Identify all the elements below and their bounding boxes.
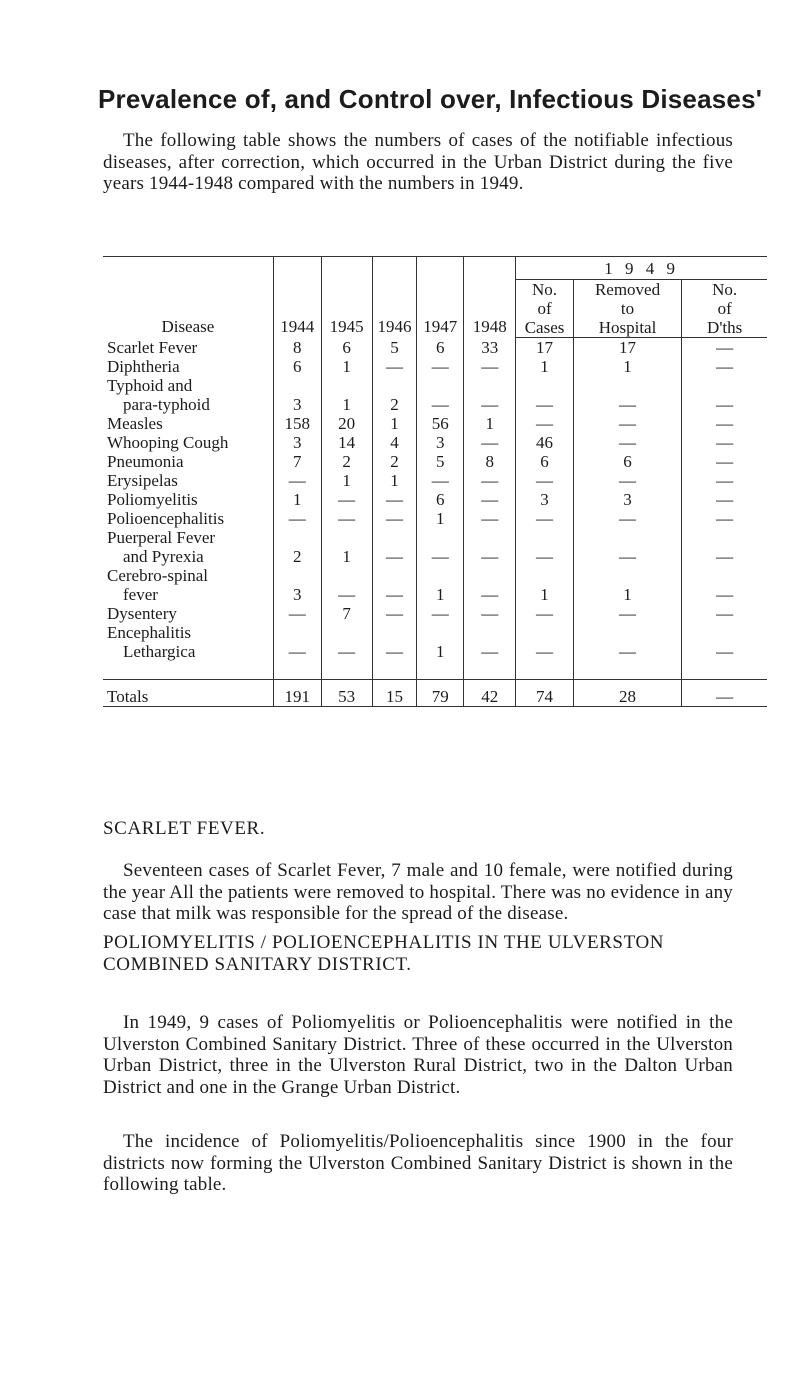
table-cell: — — [573, 509, 682, 528]
table-cell: 6 — [273, 357, 321, 376]
table-cell: 1 — [273, 490, 321, 509]
header-1946: 1946 — [372, 257, 417, 338]
table-cell: — — [682, 566, 767, 604]
table-cell: — — [516, 376, 573, 414]
table-cell: 33 — [464, 338, 516, 358]
disease-name: Puerperal Fever and Pyrexia — [107, 528, 216, 566]
table-cell: — — [464, 528, 516, 566]
table-cell: — — [464, 509, 516, 528]
table-cell: — — [464, 566, 516, 604]
table-cell: — — [273, 509, 321, 528]
totals-cell: 79 — [417, 680, 464, 707]
table-cell: — — [372, 528, 417, 566]
header-1948: 1948 — [464, 257, 516, 338]
table-cell: 158 — [273, 414, 321, 433]
table-cell: 1 — [464, 414, 516, 433]
table-cell: — — [573, 528, 682, 566]
table-cell: — — [573, 376, 682, 414]
table-cell: 6 — [573, 452, 682, 471]
table-cell: — — [372, 509, 417, 528]
table-cell: 6 — [417, 490, 464, 509]
table-cell: — — [682, 433, 767, 452]
table-cell: 3 — [273, 433, 321, 452]
table-cell: — — [417, 604, 464, 623]
scarlet-fever-paragraph: Seventeen cases of Scarlet Fever, 7 male and 10 female, were notified during the year All the patients were removed to hospital. There was no evidence in any case that milk was responsible for the spread of the disease. — [103, 860, 733, 924]
table-cell: — — [682, 528, 767, 566]
table-cell: — — [682, 376, 767, 414]
table-cell: 5 — [417, 452, 464, 471]
disease-name: Cerebro-spinal fever — [107, 566, 209, 604]
table-cell: 1 — [372, 414, 417, 433]
table-row — [103, 414, 767, 433]
totals-label: Totals — [103, 680, 273, 707]
table-cell: 1 — [372, 471, 417, 490]
table-cell: 8 — [464, 452, 516, 471]
header-1945: 1945 — [321, 257, 372, 338]
table-cell: — — [682, 623, 767, 661]
table-cell: — — [516, 509, 573, 528]
table-cell: — — [573, 604, 682, 623]
table-row — [103, 623, 767, 661]
table-cell: — — [372, 566, 417, 604]
table-cell: — — [372, 490, 417, 509]
table-cell: 2 — [372, 452, 417, 471]
table-cell: — — [682, 490, 767, 509]
table-cell: 6 — [321, 338, 372, 358]
table-cell: — — [516, 528, 573, 566]
table-cell: — — [372, 623, 417, 661]
disease-name: Encephalitis Lethargica — [107, 623, 196, 661]
polio-paragraph-2: The incidence of Poliomyelitis/Polioencephalitis since 1900 in the four districts now forming the Ulverston Combined Sanitary District is shown in the following table. — [103, 1131, 733, 1195]
table-cell: — — [516, 414, 573, 433]
totals-cell: 191 — [273, 680, 321, 707]
table-cell: — — [464, 604, 516, 623]
table-cell: — — [273, 471, 321, 490]
table-cell: 3 — [573, 490, 682, 509]
totals-cell: 15 — [372, 680, 417, 707]
table-cell: — — [573, 414, 682, 433]
table-cell: — — [516, 623, 573, 661]
table-cell: — — [464, 490, 516, 509]
header-1949-group: 1 9 4 9 — [516, 257, 767, 280]
disease-name: Polioencephalitis — [107, 509, 225, 528]
table-cell: — — [417, 471, 464, 490]
table-cell: — — [516, 471, 573, 490]
table-cell: 1 — [516, 357, 573, 376]
table-cell: — — [321, 566, 372, 604]
table-row — [103, 509, 767, 528]
table-cell: 1 — [321, 376, 372, 414]
table-cell: — — [682, 414, 767, 433]
table-row — [103, 452, 767, 471]
table-cell: 6 — [417, 338, 464, 358]
table-cell: — — [321, 623, 372, 661]
table-cell: — — [464, 357, 516, 376]
table-cell: — — [682, 471, 767, 490]
table-cell: — — [464, 433, 516, 452]
scarlet-fever-heading: SCARLET FEVER. — [103, 818, 266, 839]
disease-name: Typhoid and para-typhoid — [107, 376, 210, 414]
table-cell: — — [682, 452, 767, 471]
table-cell: — — [417, 376, 464, 414]
totals-cell: 42 — [464, 680, 516, 707]
table-cell: — — [372, 604, 417, 623]
table-cell: 1 — [573, 566, 682, 604]
disease-name: Poliomyelitis — [107, 490, 198, 509]
polio-paragraph-1: In 1949, 9 cases of Poliomyelitis or Polioencephalitis were notified in the Ulverston Combined Sanitary District. Three of these occurred in the Ulverston Urban District, three in the Ulverston Rural District, two in the Dalton Urban District and one in the Grange Urban District. — [103, 1012, 733, 1098]
table-cell: — — [573, 433, 682, 452]
disease-name: Erysipelas — [107, 471, 178, 490]
table-cell: — — [273, 604, 321, 623]
disease-name: Pneumonia — [107, 452, 184, 471]
table-cell: — — [682, 357, 767, 376]
table-cell: 2 — [273, 528, 321, 566]
disease-name: Diphtheria — [107, 357, 180, 376]
table-row — [103, 376, 767, 414]
table-cell: 1 — [321, 528, 372, 566]
disease-name: Dysentery — [107, 604, 177, 623]
table-cell: 2 — [372, 376, 417, 414]
table-cell: — — [682, 604, 767, 623]
intro-paragraph: The following table shows the numbers of cases of the notifiable infectious diseases, after correction, which occurred in the Urban District during the five years 1944-1948 compared with the numbers in 1949. — [103, 130, 733, 194]
table-cell: — — [464, 376, 516, 414]
table-cell: 20 — [321, 414, 372, 433]
table-cell: 46 — [516, 433, 573, 452]
totals-row — [103, 680, 767, 707]
table-cell: 1 — [417, 623, 464, 661]
table-row — [103, 528, 767, 566]
table-cell: 4 — [372, 433, 417, 452]
table-cell: — — [372, 357, 417, 376]
table-cell: 3 — [516, 490, 573, 509]
table-cell: 2 — [321, 452, 372, 471]
table-row — [103, 604, 767, 623]
disease-name: Whooping Cough — [107, 433, 229, 452]
page-heading: Prevalence of, and Control over, Infectious Diseases' — [98, 84, 763, 114]
table-cell: — — [464, 623, 516, 661]
table-cell: — — [682, 338, 767, 358]
table-cell: — — [573, 623, 682, 661]
totals-cell: 74 — [516, 680, 573, 707]
table-cell: 1 — [321, 357, 372, 376]
header-1947: 1947 — [417, 257, 464, 338]
table-cell: — — [573, 471, 682, 490]
table-row — [103, 490, 767, 509]
table-cell: 1 — [417, 566, 464, 604]
table-cell: 7 — [321, 604, 372, 623]
table-row — [103, 433, 767, 452]
header-deaths: No. of D'ths — [682, 280, 767, 338]
table-cell: 1 — [417, 509, 464, 528]
table-cell: 1 — [573, 357, 682, 376]
header-1944: 1944 — [273, 257, 321, 338]
table-row — [103, 338, 767, 358]
header-removed: Removed to Hospital — [573, 280, 682, 338]
table-cell: 14 — [321, 433, 372, 452]
table-row — [103, 357, 767, 376]
totals-cell: 28 — [573, 680, 682, 707]
table-cell: — — [321, 509, 372, 528]
table-cell: 56 — [417, 414, 464, 433]
table-cell: 7 — [273, 452, 321, 471]
header-cases: No. of Cases — [516, 280, 573, 338]
table-row — [103, 471, 767, 490]
table-cell: — — [682, 509, 767, 528]
table-cell: — — [516, 604, 573, 623]
table-cell: 5 — [372, 338, 417, 358]
header-disease: Disease — [103, 257, 273, 338]
table-cell: — — [321, 490, 372, 509]
table-cell: 3 — [417, 433, 464, 452]
table-row — [103, 566, 767, 604]
totals-cell: 53 — [321, 680, 372, 707]
table-cell: 3 — [273, 376, 321, 414]
table-cell: — — [273, 623, 321, 661]
table-cell: — — [417, 528, 464, 566]
table-cell: 3 — [273, 566, 321, 604]
disease-name: Scarlet Fever — [107, 338, 198, 357]
table-cell: — — [417, 357, 464, 376]
table-cell: 17 — [516, 338, 573, 358]
disease-table — [103, 256, 767, 707]
polio-heading: POLIOMYELITIS / POLIOENCEPHALITIS IN THE ULVERSTON COMBINED SANITARY DISTRICT. — [103, 932, 665, 975]
totals-cell: — — [682, 680, 767, 707]
table-cell: 1 — [321, 471, 372, 490]
disease-name: Measles — [107, 414, 163, 433]
table-cell: — — [464, 471, 516, 490]
table-cell: 1 — [516, 566, 573, 604]
table-cell: 8 — [273, 338, 321, 358]
table-cell: 17 — [573, 338, 682, 358]
table-cell: 6 — [516, 452, 573, 471]
